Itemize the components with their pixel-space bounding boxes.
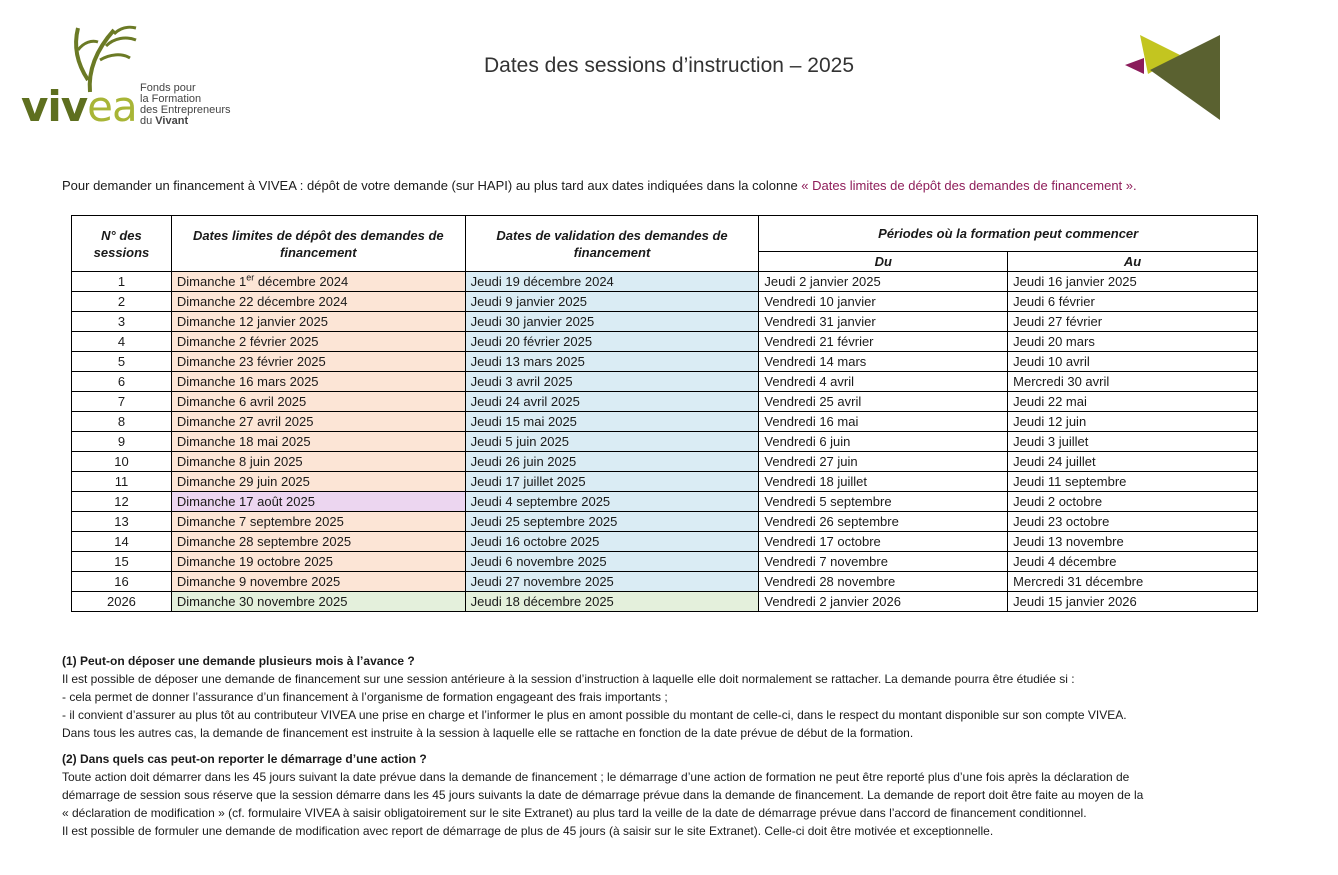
deposit-date: Dimanche 30 novembre 2025 (171, 592, 465, 612)
deposit-date: Dimanche 12 janvier 2025 (171, 312, 465, 332)
vivea-logo (18, 20, 258, 140)
table-row (72, 272, 1258, 292)
intro-highlight: « Dates limites de dépôt des demandes de financement ». (801, 178, 1137, 193)
period-to: Jeudi 23 octobre (1008, 512, 1258, 532)
table-row (72, 332, 1258, 352)
note-line: Dans tous les autres cas, la demande de financement est instruite à la session à laquelle elle se rattache en fonction de la date prévue de début de la formation. (62, 726, 914, 740)
session-number: 2026 (72, 592, 172, 612)
period-to: Mercredi 30 avril (1008, 372, 1258, 392)
note-line: Toute action doit démarrer dans les 45 jours suivant la date prévue dans la demande de financement ; le démarrage d’une action de formation ne peut être reporté plus d’une fois après la déclaration de (62, 770, 1130, 784)
table-row (72, 592, 1258, 612)
period-from: Vendredi 26 septembre (759, 512, 1008, 532)
note-line: Il est possible de formuler une demande de modification avec report de démarrage de plus de 45 jours (à saisir sur le site Extranet). Celle-ci doit être motivée et exceptionnelle. (62, 824, 994, 838)
period-to: Jeudi 20 mars (1008, 332, 1258, 352)
validation-date: Jeudi 15 mai 2025 (465, 412, 759, 432)
deposit-date: Dimanche 2 février 2025 (171, 332, 465, 352)
period-from: Vendredi 10 janvier (759, 292, 1008, 312)
deposit-date: Dimanche 18 mai 2025 (171, 432, 465, 452)
period-from: Vendredi 7 novembre (759, 552, 1008, 572)
validation-date: Jeudi 6 novembre 2025 (465, 552, 759, 572)
period-from: Vendredi 16 mai (759, 412, 1008, 432)
period-from: Vendredi 6 juin (759, 432, 1008, 452)
table-row (72, 492, 1258, 512)
session-number: 13 (72, 512, 172, 532)
period-from: Jeudi 2 janvier 2025 (759, 272, 1008, 292)
intro-body: Pour demander un financement à VIVEA : dépôt de votre demande (sur HAPI) au plus tard aux dates indiquées dans la colonne (62, 178, 802, 193)
session-number: 7 (72, 392, 172, 412)
deposit-date: Dimanche 9 novembre 2025 (171, 572, 465, 592)
deposit-date: Dimanche 29 juin 2025 (171, 472, 465, 492)
period-to: Jeudi 27 février (1008, 312, 1258, 332)
period-to: Jeudi 24 juillet (1008, 452, 1258, 472)
period-to: Jeudi 4 décembre (1008, 552, 1258, 572)
validation-date: Jeudi 19 décembre 2024 (465, 272, 759, 292)
validation-date: Jeudi 26 juin 2025 (465, 452, 759, 472)
table-row (72, 432, 1258, 452)
period-to: Jeudi 16 janvier 2025 (1008, 272, 1258, 292)
table-row (72, 532, 1258, 552)
period-from: Vendredi 28 novembre (759, 572, 1008, 592)
validation-date: Jeudi 30 janvier 2025 (465, 312, 759, 332)
table-row (72, 552, 1258, 572)
table-row (72, 352, 1258, 372)
period-to: Jeudi 11 septembre (1008, 472, 1258, 492)
validation-date: Jeudi 5 juin 2025 (465, 432, 759, 452)
page-title: Dates des sessions d’instruction – 2025 (483, 54, 855, 77)
deposit-date: Dimanche 28 septembre 2025 (171, 532, 465, 552)
note-line: démarrage de session sous réserve que la session démarre dans les 45 jours suivants la date de démarrage prévue dans la demande de financement. La demande de report doit être faite au moyen de la (62, 788, 1144, 802)
tagline-line: la Formation (140, 93, 202, 105)
period-to: Jeudi 3 juillet (1008, 432, 1258, 452)
period-from: Vendredi 4 avril (759, 372, 1008, 392)
brand-main: viv (21, 82, 88, 131)
period-from: Vendredi 18 juillet (759, 472, 1008, 492)
session-number: 12 (72, 492, 172, 512)
deposit-date-ordinal: er (246, 272, 255, 283)
period-to: Mercredi 31 décembre (1008, 572, 1258, 592)
session-number: 16 (72, 572, 172, 592)
session-number: 15 (72, 552, 172, 572)
deposit-date (171, 272, 465, 292)
period-to: Jeudi 10 avril (1008, 352, 1258, 372)
header-validation: Dates de validation des demandes de financement (465, 216, 759, 272)
validation-date: Jeudi 18 décembre 2025 (465, 592, 759, 612)
session-number: 2 (72, 292, 172, 312)
period-to: Jeudi 22 mai (1008, 392, 1258, 412)
header-session: N° des sessions (72, 216, 172, 272)
period-from: Vendredi 2 janvier 2026 (759, 592, 1008, 612)
validation-date: Jeudi 25 septembre 2025 (465, 512, 759, 532)
period-from: Vendredi 25 avril (759, 392, 1008, 412)
deposit-date-prefix: Dimanche 1 (176, 274, 247, 289)
validation-date: Jeudi 17 juillet 2025 (465, 472, 759, 492)
tagline-line: Fonds pour (140, 82, 196, 94)
period-from: Vendredi 5 septembre (759, 492, 1008, 512)
note-line: - il convient d’assurer au plus tôt au contributeur VIVEA une prise en charge et l’informer le plus en amont possible du montant de celle-ci, dans le respect du montant disponible sur son compte VIVEA. (62, 708, 1127, 722)
deposit-date: Dimanche 19 octobre 2025 (171, 552, 465, 572)
table-row (72, 412, 1258, 432)
validation-date: Jeudi 20 février 2025 (465, 332, 759, 352)
period-from: Vendredi 27 juin (759, 452, 1008, 472)
table-row (72, 312, 1258, 332)
header-period: Périodes où la formation peut commencer (759, 216, 1258, 252)
brand-tagline (140, 83, 231, 127)
validation-date: Jeudi 4 septembre 2025 (465, 492, 759, 512)
period-to: Jeudi 12 juin (1008, 412, 1258, 432)
session-number: 11 (72, 472, 172, 492)
brand-light: ea (87, 82, 137, 131)
period-to: Jeudi 6 février (1008, 292, 1258, 312)
session-number: 1 (72, 272, 172, 292)
period-to: Jeudi 13 novembre (1008, 532, 1258, 552)
header-deposit: Dates limites de dépôt des demandes de financement (171, 216, 465, 272)
tagline-line (140, 116, 231, 127)
session-number: 5 (72, 352, 172, 372)
table-row (72, 572, 1258, 592)
note-question-1: (1) Peut-on déposer une demande plusieurs mois à l’avance ? (62, 654, 415, 668)
period-from: Vendredi 14 mars (759, 352, 1008, 372)
triangle-logo-icon (1120, 30, 1230, 127)
note-line: - cela permet de donner l’assurance d’un financement à l’organisme de formation engageant des frais importants ; (62, 690, 668, 704)
note-line: Il est possible de déposer une demande de financement sur une session antérieure à la session d’instruction à laquelle elle doit normalement se rattacher. La demande pourra être étudiée si : (62, 672, 1075, 686)
validation-date: Jeudi 24 avril 2025 (465, 392, 759, 412)
deposit-date-suffix: décembre 2024 (254, 274, 349, 289)
session-number: 3 (72, 312, 172, 332)
brand-wordmark (21, 82, 137, 131)
note-line: « déclaration de modification » (cf. formulaire VIVEA à saisir obligatoirement sur le site Extranet) au plus tard la veille de la date de démarrage prévue dans l’accord de financement conditionnel. (62, 806, 1087, 820)
session-number: 10 (72, 452, 172, 472)
notes-section (62, 652, 1302, 840)
period-from: Vendredi 31 janvier (759, 312, 1008, 332)
period-to: Jeudi 15 janvier 2026 (1008, 592, 1258, 612)
session-number: 6 (72, 372, 172, 392)
validation-date: Jeudi 16 octobre 2025 (465, 532, 759, 552)
validation-date: Jeudi 9 janvier 2025 (465, 292, 759, 312)
table-row (72, 372, 1258, 392)
period-from: Vendredi 17 octobre (759, 532, 1008, 552)
validation-date: Jeudi 27 novembre 2025 (465, 572, 759, 592)
period-from: Vendredi 21 février (759, 332, 1008, 352)
sessions-table (71, 215, 1258, 612)
session-number: 4 (72, 332, 172, 352)
table-row (72, 452, 1258, 472)
table-row (72, 512, 1258, 532)
period-to: Jeudi 2 octobre (1008, 492, 1258, 512)
deposit-date: Dimanche 22 décembre 2024 (171, 292, 465, 312)
table-row (72, 292, 1258, 312)
tagline-line: des Entrepreneurs (140, 104, 231, 116)
deposit-date: Dimanche 16 mars 2025 (171, 372, 465, 392)
deposit-date: Dimanche 17 août 2025 (171, 492, 465, 512)
intro-text (62, 178, 1137, 193)
note-question-2: (2) Dans quels cas peut-on reporter le démarrage d’une action ? (62, 752, 427, 766)
session-number: 14 (72, 532, 172, 552)
header-to: Au (1008, 252, 1258, 272)
session-number: 8 (72, 412, 172, 432)
deposit-date: Dimanche 23 février 2025 (171, 352, 465, 372)
tagline-vivant: Vivant (155, 115, 189, 127)
deposit-date: Dimanche 8 juin 2025 (171, 452, 465, 472)
tagline-du: du (140, 115, 156, 127)
validation-date: Jeudi 3 avril 2025 (465, 372, 759, 392)
session-number: 9 (72, 432, 172, 452)
deposit-date: Dimanche 6 avril 2025 (171, 392, 465, 412)
table-row (72, 392, 1258, 412)
validation-date: Jeudi 13 mars 2025 (465, 352, 759, 372)
deposit-date: Dimanche 7 septembre 2025 (171, 512, 465, 532)
table-row (72, 472, 1258, 492)
header-from: Du (759, 252, 1008, 272)
deposit-date: Dimanche 27 avril 2025 (171, 412, 465, 432)
